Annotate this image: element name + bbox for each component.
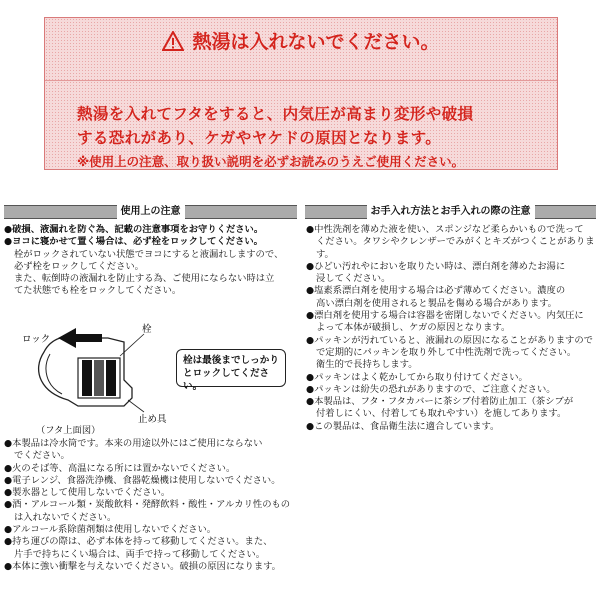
warning-line-2: する恐れがあり、ケガやヤケドの原因となります。 bbox=[77, 129, 442, 147]
stopper-stripe-left bbox=[82, 360, 92, 396]
list-item: ●本体に強い衝撃を与えないでください。破損の原因になります。 bbox=[4, 560, 281, 572]
care-instructions-header bbox=[305, 205, 596, 219]
list-item: よって本体が破損し、ケガの原因となります。 bbox=[316, 322, 511, 334]
usage-cautions-title: 使用上の注意 bbox=[117, 205, 185, 219]
list-item: ●本製品は冷水筒です。本来の用途以外にはご使用にならない bbox=[4, 438, 263, 449]
list-item: ●アルコール系除菌剤類は使用しないでください。 bbox=[4, 524, 217, 536]
list-item: ●中性洗剤を薄めた液を使い、スポンジなど柔らかいもので洗って bbox=[306, 224, 584, 235]
diagram-caption: （フタ上面図） bbox=[36, 425, 101, 436]
list-item: てた状態でも栓をロックしてください。 bbox=[14, 285, 182, 297]
care-instructions-title: お手入れ方法とお手入れの際の注意 bbox=[367, 205, 535, 219]
lock-callout-box bbox=[176, 349, 286, 392]
fastener-label: 止め具 bbox=[138, 414, 167, 425]
list-item: ●パッキンは紛失の恐れがありますので、ご注意ください。 bbox=[306, 383, 556, 395]
list-item: は入れないでください。 bbox=[14, 511, 117, 523]
list-item: ●ヨコに寝かせて置く場合は、必ず栓をロックしてください。 bbox=[4, 236, 263, 248]
list-item: また、転倒時の液漏れを防止する為、ご使用にならない時は立 bbox=[14, 273, 275, 285]
lock-arrow-icon bbox=[58, 328, 102, 348]
fastener-leader-line bbox=[128, 400, 144, 412]
warning-triangle-icon bbox=[162, 31, 184, 51]
list-item: ●パッキンが汚れていると、液漏れの原因になることがありますので bbox=[306, 334, 593, 346]
list-item: ください。タワシやクレンザーでみがくとキズがつくことがあります。 bbox=[316, 236, 595, 260]
list-item: ●塩素系漂白剤を使用する場合は必ず薄めてください。濃度の bbox=[306, 285, 566, 297]
warning-body bbox=[77, 102, 547, 171]
list-item: ●酒・アルコール類・炭酸飲料・発酵飲料・酸性・アルカリ性のもの bbox=[4, 499, 291, 511]
usage-cautions-list-2 bbox=[4, 438, 300, 573]
list-item: でください。 bbox=[14, 450, 70, 462]
warning-note: ※使用上の注意、取り扱い説明を必ずお読みのうえご使用ください。 bbox=[77, 154, 465, 169]
list-item: ●この製品は、食品衛生法に適合しています。 bbox=[306, 420, 500, 432]
lid-inner-curve bbox=[46, 354, 62, 394]
list-item: ●火のそば等、高温になる所には置かないでください。 bbox=[4, 462, 236, 474]
warning-box bbox=[44, 17, 558, 170]
warning-title: 熱湯は入れないでください。 bbox=[192, 31, 440, 53]
list-item: 片手で持ちにくい場合は、両手で持って移動してください。 bbox=[14, 548, 266, 560]
list-item: ●パッキンはよく乾かしてから取り付けてください。 bbox=[306, 371, 528, 383]
callout-line-2: とロックしてください。 bbox=[183, 368, 270, 392]
list-item: で定期的にパッキンを取り外して中性洗剤で洗ってください。 bbox=[316, 346, 577, 358]
list-item: ●電子レンジ、食器洗浄機、食器乾燥機は使用しないでください。 bbox=[4, 474, 281, 486]
list-item: ●製氷器として使用しないでください。 bbox=[4, 487, 171, 499]
lock-label: ロック bbox=[22, 334, 51, 345]
list-item: ●破損、液漏れを防ぐ為、記載の注意事項をお守りください。 bbox=[4, 224, 264, 235]
list-item: ●漂白剤を使用する場合は容器を密閉しないでください。内気圧に bbox=[306, 310, 584, 322]
list-item: 高い漂白剤を使用されると製品を傷める場合があります。 bbox=[316, 297, 557, 309]
list-item: 浸してください。 bbox=[316, 273, 391, 285]
list-item: ●ひどい汚れやにおいを取りたい時は、漂白剤を薄めたお湯に bbox=[306, 260, 566, 272]
list-item: 栓がロックされていない状態でヨコにすると液漏れしますので、 bbox=[14, 248, 284, 260]
warning-title-row bbox=[45, 30, 557, 54]
usage-cautions-header bbox=[4, 205, 297, 219]
stopper-stripe-right bbox=[106, 360, 116, 396]
warning-line-1: 熱湯を入れてフタをすると、内気圧が高まり変形や破損 bbox=[77, 105, 474, 123]
stopper-label: 栓 bbox=[142, 324, 152, 335]
usage-cautions-list bbox=[4, 224, 300, 298]
list-item: 衛生的で長持ちします。 bbox=[316, 359, 418, 371]
list-item: 必ず栓をロックしてください。 bbox=[14, 260, 144, 272]
warning-divider bbox=[45, 80, 557, 81]
callout-line-1: 栓は最後までしっかり bbox=[183, 355, 279, 366]
list-item: ●持ち運びの際は、必ず本体を持って移動してください。また、 bbox=[4, 536, 273, 548]
list-item: 付着しにくい、付着しても取れやすい）を施してあります。 bbox=[316, 408, 567, 420]
lid-top-diagram bbox=[20, 320, 180, 425]
stopper-stripe-mid bbox=[94, 360, 104, 396]
care-instructions-list bbox=[306, 224, 598, 433]
list-item: ●本製品は、フタ・フタカバーに茶シブ付着防止加工（茶シブが bbox=[306, 396, 574, 408]
